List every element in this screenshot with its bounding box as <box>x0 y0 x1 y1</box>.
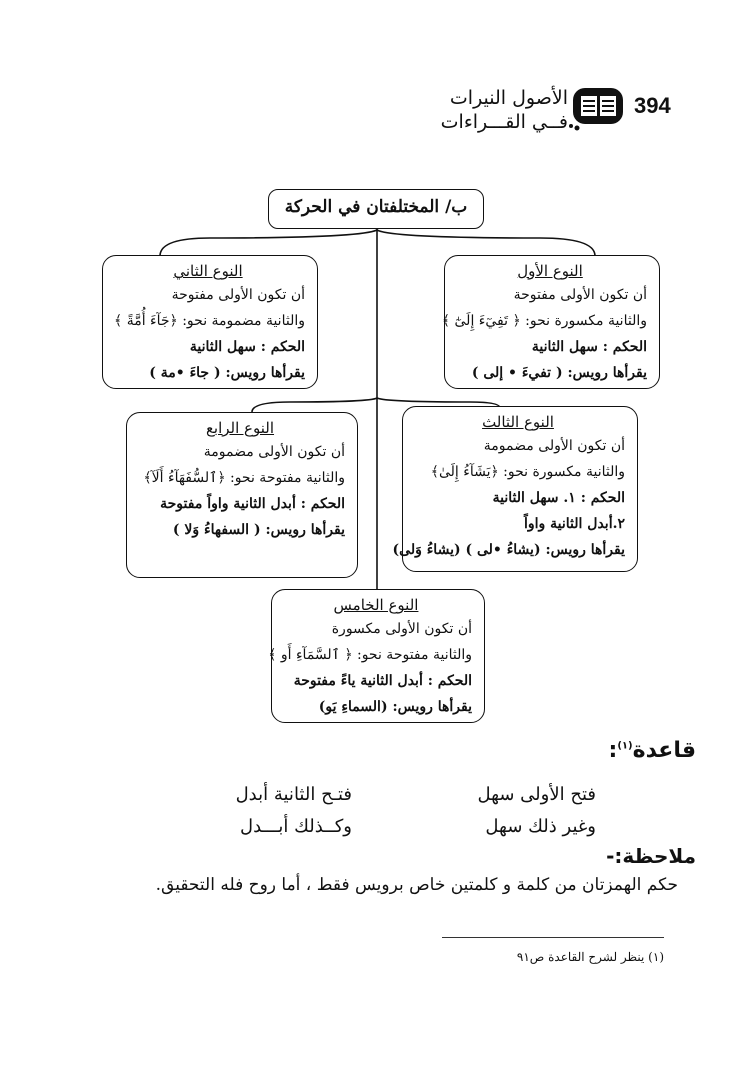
footnote: (١) ينظر لشرح القاعدة ص٩١ <box>516 950 664 964</box>
node-type-2 <box>102 255 318 389</box>
node-title: النوع الأول <box>517 262 583 280</box>
node-title: النوع الثالث <box>482 413 554 431</box>
note-title: ملاحظة:- <box>606 844 696 868</box>
node-line: أن تكون الأولى مكسورة <box>331 621 472 637</box>
footnote-divider <box>442 937 664 938</box>
node-type-4 <box>126 412 358 578</box>
node-line: والثانية مضمومة نحو: ﴿جَآءَ أُمَّةً ﴾ <box>114 313 305 329</box>
node-ruling: الحكم : سهل الثانية <box>531 339 647 355</box>
node-line: أن تكون الأولى مضمومة <box>483 438 625 454</box>
node-ruling: الحكم : أبدل الثانية واواً مفتوحة <box>160 496 345 512</box>
node-reading: يقرأها رويس: ( جاءَ •مة ) <box>149 365 305 381</box>
verse-1-right: فتح الأولى سهل <box>477 784 596 805</box>
node-line: والثانية مكسورة نحو: ﴿ تَفِيٓءَ إِلَىٰٓ ﴾ <box>441 313 647 329</box>
node-ruling: الحكم : ١. سهل الثانية <box>492 490 625 506</box>
rule-title-text: قاعدة <box>632 738 696 763</box>
node-type-5 <box>268 589 485 723</box>
footnote-ref: (١) <box>617 740 633 752</box>
verse-1-left: فتـح الثانية أبدل <box>235 784 352 805</box>
node-type-1 <box>441 255 660 389</box>
book-title-line1: الأصول النيرات <box>449 87 568 109</box>
node-line: والثانية مكسورة نحو: ﴿يَشَآءُ إِلَىٰ﴾ <box>430 464 625 480</box>
node-ruling-2: ٢.أبدل الثانية واواً <box>523 516 625 532</box>
node-ruling: الحكم : أبدل الثانية ياءً مفتوحة <box>293 673 472 689</box>
tree-root: ب/ المختلفتان في الحركة <box>268 189 484 229</box>
page-number: 394 <box>634 93 671 118</box>
note-text: حكم الهمزتان من كلمة و كلمتين خاص برويس فقط ، أما روح فله التحقيق. <box>155 875 678 895</box>
node-line: والثانية مفتوحة نحو: ﴿ٱلسُّفَهَآءُ أَلَآ﴾ <box>143 470 345 486</box>
node-type-3 <box>392 406 638 572</box>
node-title: النوع الخامس <box>333 596 419 614</box>
node-reading: يقرأها رويس: ( تفيءَ • إلى ) <box>471 365 647 381</box>
book-title-line2: فــي القـــراءات <box>440 111 568 133</box>
node-line: أن تكون الأولى مفتوحة <box>513 287 647 303</box>
node-line: والثانية مفتوحة نحو: ﴿ ٱلسَّمَآءِ أَو ﴾ <box>268 647 472 663</box>
node-title: النوع الثاني <box>173 262 243 280</box>
node-reading: يقرأها رويس: (يشاءُ •لى ) (يشاءُ وَلى) <box>392 542 625 558</box>
verse-2-right: وغير ذلك سهل <box>485 816 596 837</box>
node-ruling: الحكم : سهل الثانية <box>189 339 305 355</box>
verse-2-left: وكــذلك أبـــدل <box>240 816 352 837</box>
rule-title: قاعدة$^{(١)}$: <box>608 738 696 763</box>
node-reading: يقرأها رويس: (السماءِ يَو) <box>318 699 472 715</box>
node-line: أن تكون الأولى مضمومة <box>203 444 345 460</box>
node-reading: يقرأها رويس: ( السفهاءُ وَلا ) <box>172 522 345 538</box>
node-line: أن تكون الأولى مفتوحة <box>171 287 305 303</box>
node-title: النوع الرابع <box>205 419 275 437</box>
